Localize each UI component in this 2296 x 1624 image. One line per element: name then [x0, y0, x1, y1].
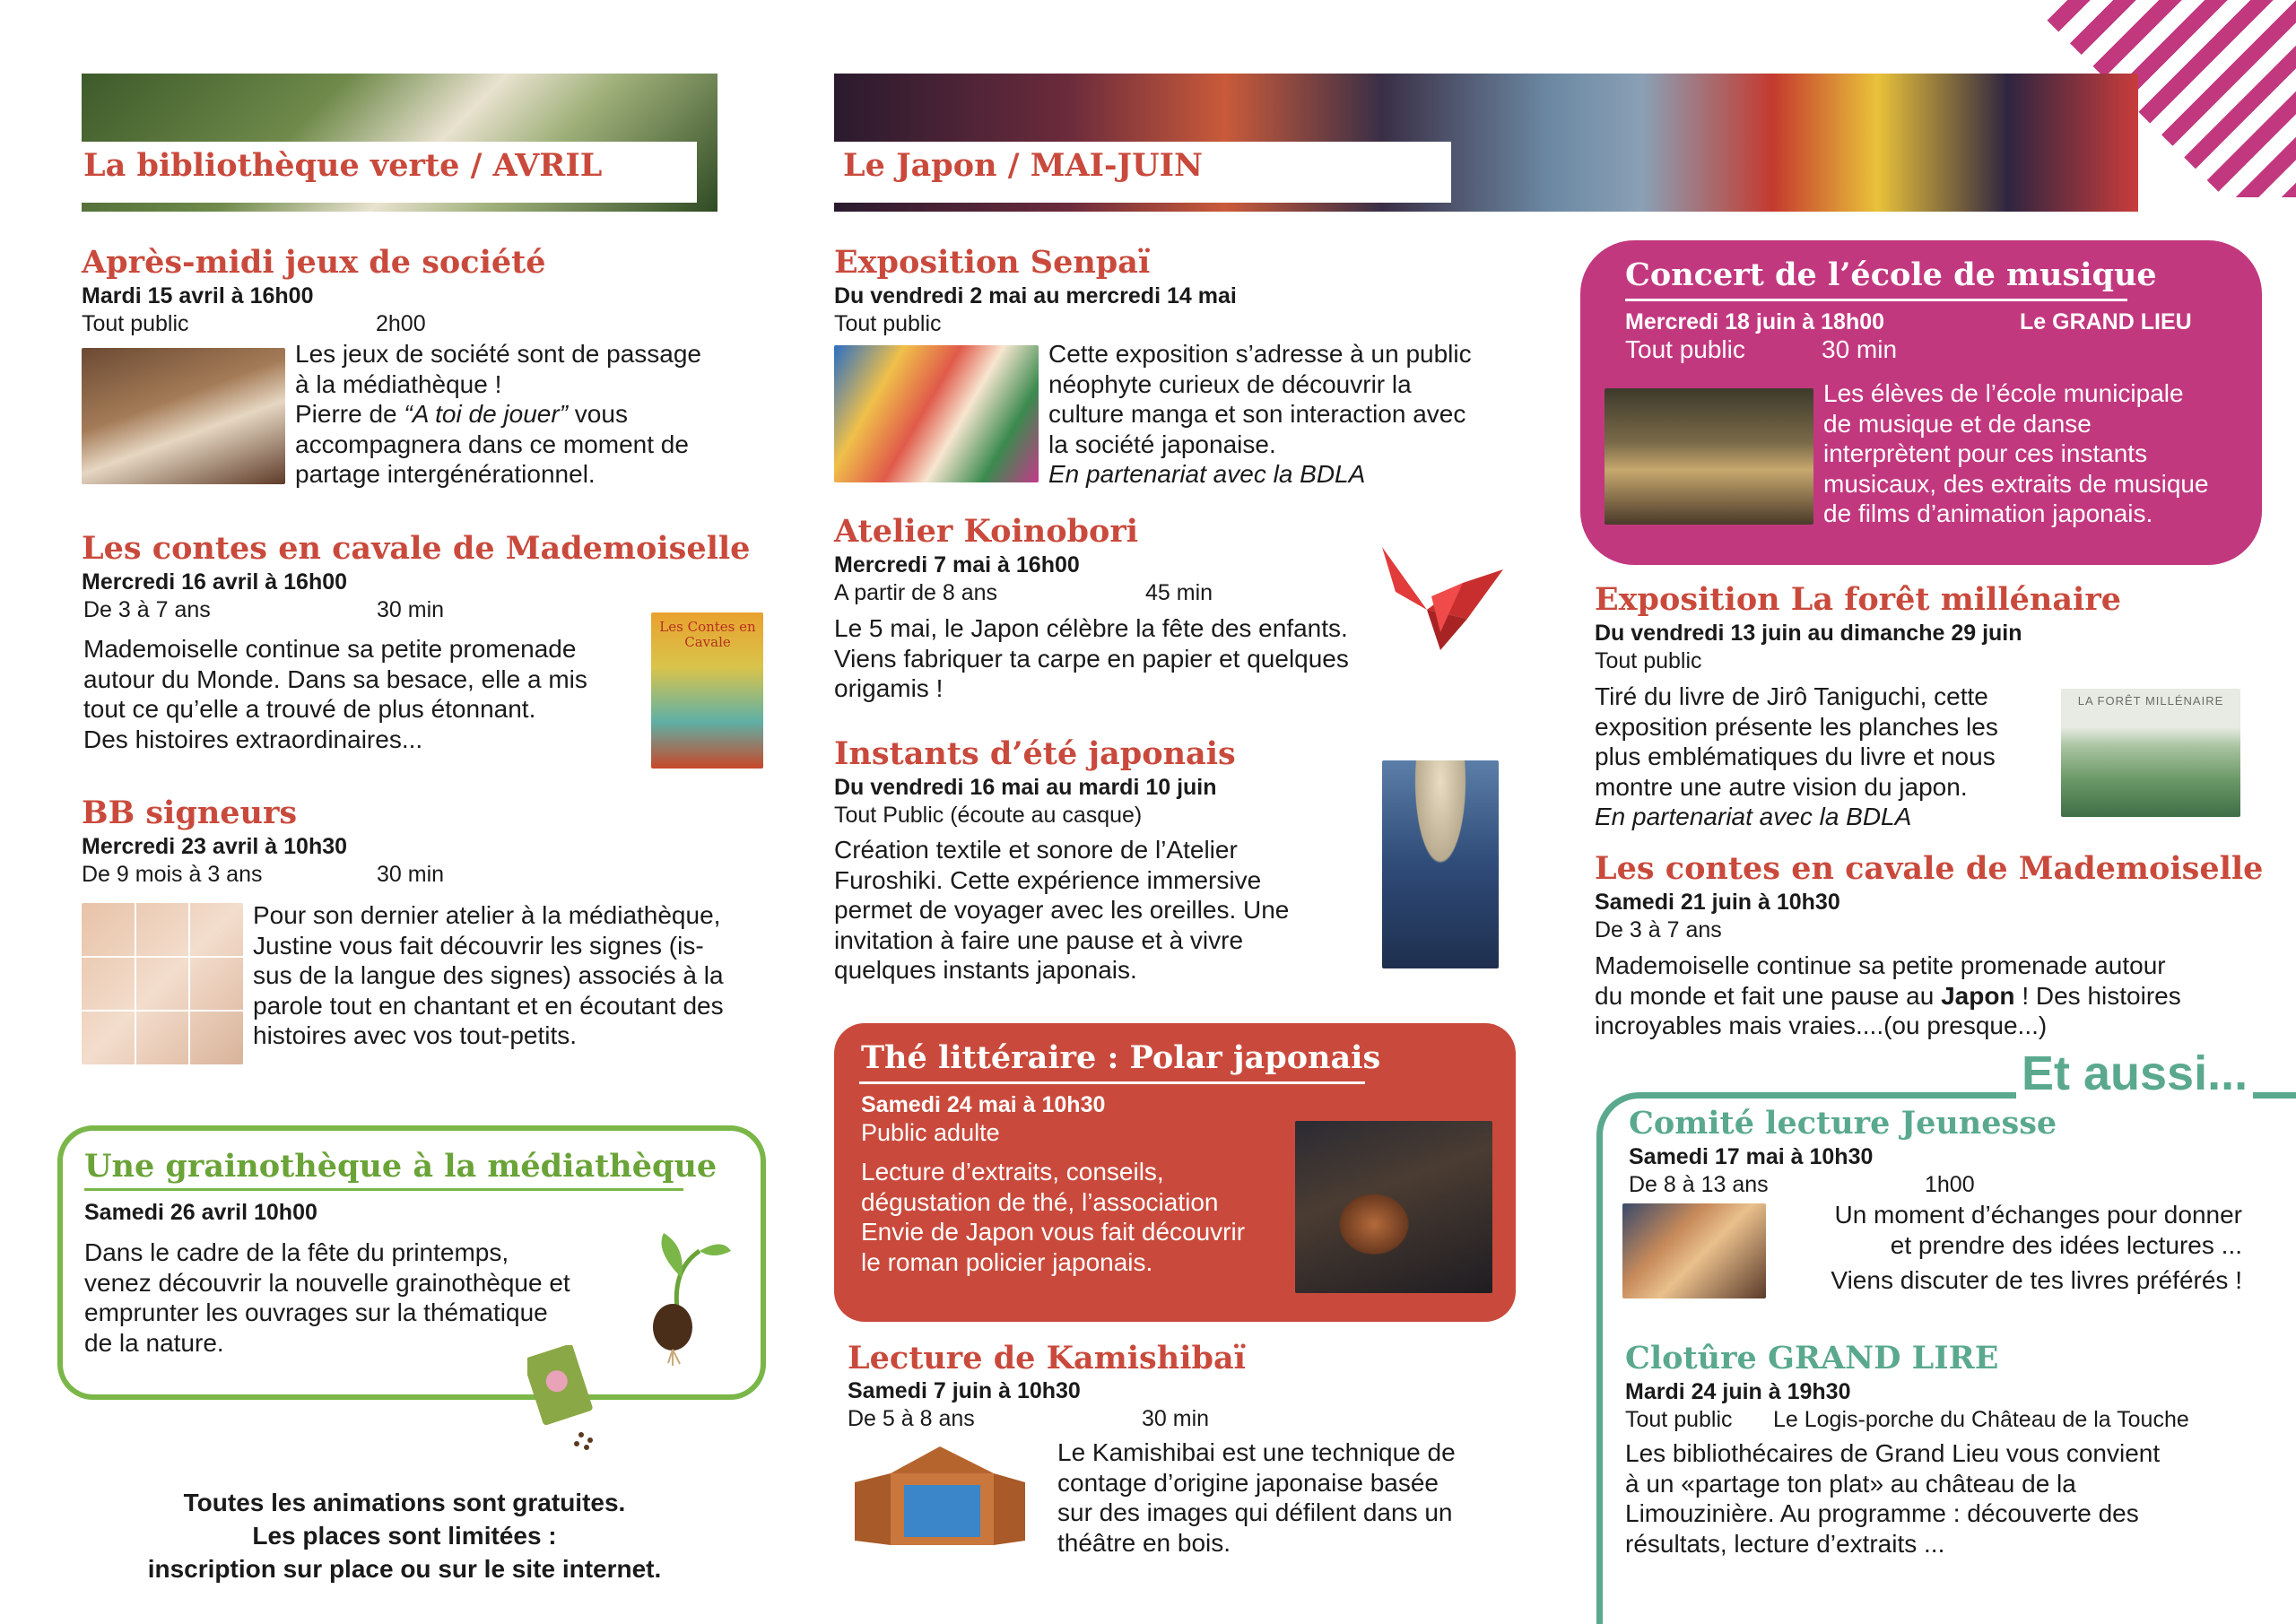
description-line: du monde et fait une pause au Japon ! Des histoires	[1595, 981, 2181, 1010]
banner-japon	[834, 74, 2138, 212]
description-line: Justine vous fait découvrir les signes (is-	[253, 931, 704, 960]
concert-duration: 30 min	[1822, 335, 1898, 363]
event-duration: 2h00	[376, 311, 426, 336]
event-duration: 30 min	[377, 597, 445, 622]
description-line: de musique et de danse	[1823, 409, 2092, 438]
event-description	[1048, 339, 1533, 490]
description-line: résultats, lecture d’extraits ...	[1625, 1529, 1945, 1558]
event-audience: De 3 à 7 ans	[83, 597, 211, 622]
event-date: Samedi 7 juin à 10h30	[848, 1378, 1081, 1403]
event-description	[1595, 951, 2240, 1041]
board-games-photo	[82, 348, 285, 484]
description-line: contage d’origine japonaise basée	[1057, 1468, 1439, 1497]
banner-title: La bibliothèque verte / AVRIL	[82, 142, 697, 203]
event-description	[1776, 1200, 2242, 1296]
description-line: Un moment d’échanges pour donner	[1834, 1201, 2242, 1229]
footer-line: Les places sont limitées :	[252, 1521, 557, 1550]
description-line: Le 5 mai, le Japon célèbre la fête des enfants.	[834, 614, 1348, 642]
sign-language-photos	[82, 903, 243, 1064]
description-line: Dans le cadre de la fête du printemps,	[84, 1238, 509, 1266]
event-date: Samedi 17 mai à 10h30	[1629, 1144, 1874, 1169]
description-line: Lecture d’extraits, conseils,	[861, 1158, 1164, 1185]
concert-description	[1823, 378, 2254, 529]
description-line: parole tout en chantant et en écoutant des	[253, 991, 724, 1020]
description-line: culture manga et son interaction avec	[1048, 400, 1466, 429]
event-duration: 30 min	[1142, 1406, 1210, 1431]
description-line: néophyte curieux de découvrir la	[1048, 369, 1412, 398]
concert-underline	[1625, 299, 2127, 301]
event-place: Le Logis-porche du Château de la Touche	[1773, 1407, 2189, 1432]
description-line: venez découvrir la nouvelle grainothèque et	[84, 1268, 570, 1297]
event-date: Samedi 21 juin à 10h30	[1595, 890, 1840, 915]
event-audience: De 3 à 7 ans	[1595, 917, 1722, 942]
event-title: Exposition La forêt millénaire	[1595, 581, 2122, 618]
et-aussi-title: Et aussi...	[2016, 1046, 2253, 1101]
description-line: interprètent pour ces instants	[1823, 439, 2148, 468]
event-title: Clotûre GRAND LIRE	[1625, 1340, 1999, 1376]
description-line: accompagnera dans ce moment de	[295, 430, 689, 458]
event-date: Mercredi 23 avril à 10h30	[82, 834, 348, 859]
concert-date: Mercredi 18 juin à 18h00	[1625, 309, 1885, 334]
description-line: montre une autre vision du japon.	[1595, 772, 1968, 801]
description-line: Viens fabriquer ta carpe en papier et quelques	[834, 644, 1349, 673]
description-line: et prendre des idées lectures ...	[1890, 1230, 2242, 1259]
concert-title: Concert de l’école de musique	[1625, 256, 2157, 293]
event-duration: 45 min	[1145, 580, 1213, 605]
kamishibai-theatre-icon	[850, 1442, 1030, 1559]
event-description	[834, 835, 1372, 986]
event-description	[1057, 1437, 1524, 1558]
description-line: à la médiathèque !	[295, 369, 502, 398]
event-description	[83, 634, 657, 754]
description-line: Mademoiselle continue sa petite promenade	[83, 635, 577, 663]
grainotheque-title: Une grainothèque à la médiathèque	[84, 1148, 718, 1185]
description-line: permet de voyager avec les oreilles. Une	[834, 896, 1290, 925]
description-line: En partenariat avec la BDLA	[1595, 803, 1912, 831]
description-line: Viens discuter de tes livres préférés !	[1831, 1266, 2242, 1295]
book-cover-title: LA FORÊT MILLÉNAIRE	[2077, 694, 2224, 708]
description-line: Cette exposition s’adresse à un public	[1048, 340, 1472, 368]
grainotheque-date: Samedi 26 avril 10h00	[84, 1200, 317, 1225]
description-line: Des histoires extraordinaires...	[83, 725, 423, 753]
event-date: Mardi 15 avril à 16h00	[82, 283, 314, 308]
event-description	[834, 613, 1408, 704]
description-line: musicaux, des extraits de musique	[1823, 469, 2209, 498]
description-line: à un «partage ton plat» au château de la	[1625, 1469, 2076, 1498]
description-line: invitation à faire une pause et à vivre	[834, 925, 1244, 954]
description-line: Mademoiselle continue sa petite promenade autour	[1595, 951, 2166, 979]
animation-film-still	[1605, 388, 1813, 525]
description-line: tout ce qu’elle a trouvé de plus étonnant.	[83, 695, 536, 724]
banner-bibliotheque-verte	[82, 74, 718, 212]
event-audience: Tout public	[82, 311, 189, 336]
origami-crane-icon	[1378, 543, 1508, 655]
description-line: Pierre de “A toi de jouer” vous	[295, 400, 628, 429]
event-title: Instants d’été japonais	[834, 735, 1236, 772]
footer-note	[82, 1487, 727, 1586]
event-audience: De 8 à 13 ans	[1629, 1172, 1769, 1197]
event-title: Après-midi jeux de société	[82, 244, 546, 281]
the-date: Samedi 24 mai à 10h30	[861, 1092, 1106, 1117]
book-cover-title: Les Contes en Cavale	[659, 619, 756, 650]
description-line: histoires avec vos tout-petits.	[253, 1021, 578, 1050]
event-audience: De 9 mois à 3 ans	[82, 862, 263, 887]
event-description	[295, 339, 761, 490]
description-line: de la nature.	[84, 1328, 224, 1357]
grainotheque-underline	[84, 1188, 683, 1191]
description-line: sus de la langue des signes) associés à la	[253, 961, 724, 990]
umbrella-photo	[1382, 760, 1499, 968]
description-line: Furoshiki. Cette expérience immersive	[834, 865, 1262, 894]
concert-audience: Tout public	[1625, 335, 1745, 363]
concert-place: Le GRAND LIEU	[2020, 309, 2192, 334]
event-audience: Tout public	[834, 311, 942, 336]
the-description	[861, 1157, 1292, 1277]
description-line: dégustation de thé, l’association	[861, 1187, 1219, 1216]
description-line: de films d’animation japonais.	[1823, 499, 2153, 528]
description-line: incroyables mais vraies....(ou presque...)	[1595, 1012, 2048, 1040]
the-title: Thé littéraire : Polar japonais	[861, 1039, 1381, 1076]
event-audience: Tout public	[1625, 1407, 1733, 1432]
description-line: sur des images qui défilent dans un	[1057, 1498, 1453, 1527]
description-line: le roman policier japonais.	[861, 1247, 1153, 1276]
event-audience: Tout public	[1595, 648, 1702, 673]
event-title: Les contes en cavale de Mademoiselle	[1595, 850, 2264, 887]
event-title: Lecture de Kamishibaï	[848, 1340, 1246, 1376]
description-line: autour du Monde. Dans sa besace, elle a mis	[83, 664, 587, 693]
event-duration: 30 min	[377, 862, 445, 887]
event-description	[253, 900, 773, 1051]
footer-line: Toutes les animations sont gratuites.	[183, 1489, 626, 1516]
description-line: Création textile et sonore de l’Atelier	[834, 836, 1238, 864]
description-line: plus emblématiques du livre et nous	[1595, 743, 1996, 771]
reading-kids-photo	[1622, 1203, 1766, 1298]
event-description	[1595, 682, 2061, 832]
event-duration: 1h00	[1925, 1172, 1975, 1197]
event-title: Atelier Koinobori	[834, 513, 1139, 550]
event-title: BB signeurs	[82, 795, 298, 831]
description-line: exposition présente les planches les	[1595, 712, 1998, 741]
description-line: quelques instants japonais.	[834, 956, 1137, 985]
event-date: Du vendredi 2 mai au mercredi 14 mai	[834, 283, 1237, 308]
event-audience: De 5 à 8 ans	[848, 1406, 975, 1431]
footer-line: inscription sur place ou sur le site internet.	[147, 1554, 662, 1583]
seed-packet-icon	[527, 1345, 613, 1453]
description-line: Tiré du livre de Jirô Taniguchi, cette	[1595, 682, 1988, 710]
description-line: Les bibliothécaires de Grand Lieu vous convient	[1625, 1439, 2161, 1467]
banner-title: Le Japon / MAI-JUIN	[834, 142, 1451, 203]
book-cover-foret	[2061, 689, 2240, 817]
event-title: Les contes en cavale de Mademoiselle	[82, 530, 751, 567]
description-line: En partenariat avec la BDLA	[1048, 460, 1366, 489]
book-cover-contes	[651, 612, 763, 769]
event-date: Du vendredi 16 mai au mardi 10 juin	[834, 775, 1217, 800]
event-audience: A partir de 8 ans	[834, 580, 998, 605]
description-line: Envie de Japon vous fait découvrir	[861, 1218, 1246, 1246]
grainotheque-description	[84, 1238, 640, 1358]
event-date: Mercredi 16 avril à 16h00	[82, 569, 348, 595]
description-line: Les jeux de société sont de passage	[295, 340, 701, 368]
description-line: théâtre en bois.	[1057, 1528, 1231, 1557]
description-line: Les élèves de l’école municipale	[1823, 379, 2184, 407]
tea-book-photo	[1295, 1121, 1492, 1293]
the-audience: Public adulte	[861, 1119, 1000, 1146]
description-line: Pour son dernier atelier à la médiathèque,	[253, 901, 721, 929]
description-line: emprunter les ouvrages sur la thématique	[84, 1298, 548, 1327]
event-audience: Tout Public (écoute au casque)	[834, 803, 1143, 828]
seed-sprout-icon	[646, 1224, 735, 1368]
description-line: Limouzinière. Au programme : découverte des	[1625, 1499, 2139, 1528]
event-description	[1625, 1438, 2253, 1559]
manga-illustration	[834, 345, 1039, 482]
description-line: la société japonaise.	[1048, 430, 1276, 458]
event-title: Exposition Senpaï	[834, 244, 1151, 281]
the-underline	[859, 1081, 1365, 1084]
event-date: Mardi 24 juin à 19h30	[1625, 1379, 1851, 1404]
event-date: Du vendredi 13 juin au dimanche 29 juin	[1595, 621, 2022, 646]
description-line: Le Kamishibai est une technique de	[1057, 1438, 1456, 1466]
description-line: partage intergénérationnel.	[295, 460, 596, 489]
event-title: Comité lecture Jeunesse	[1629, 1105, 2057, 1142]
event-date: Mercredi 7 mai à 16h00	[834, 552, 1080, 578]
description-line: origamis !	[834, 674, 944, 703]
